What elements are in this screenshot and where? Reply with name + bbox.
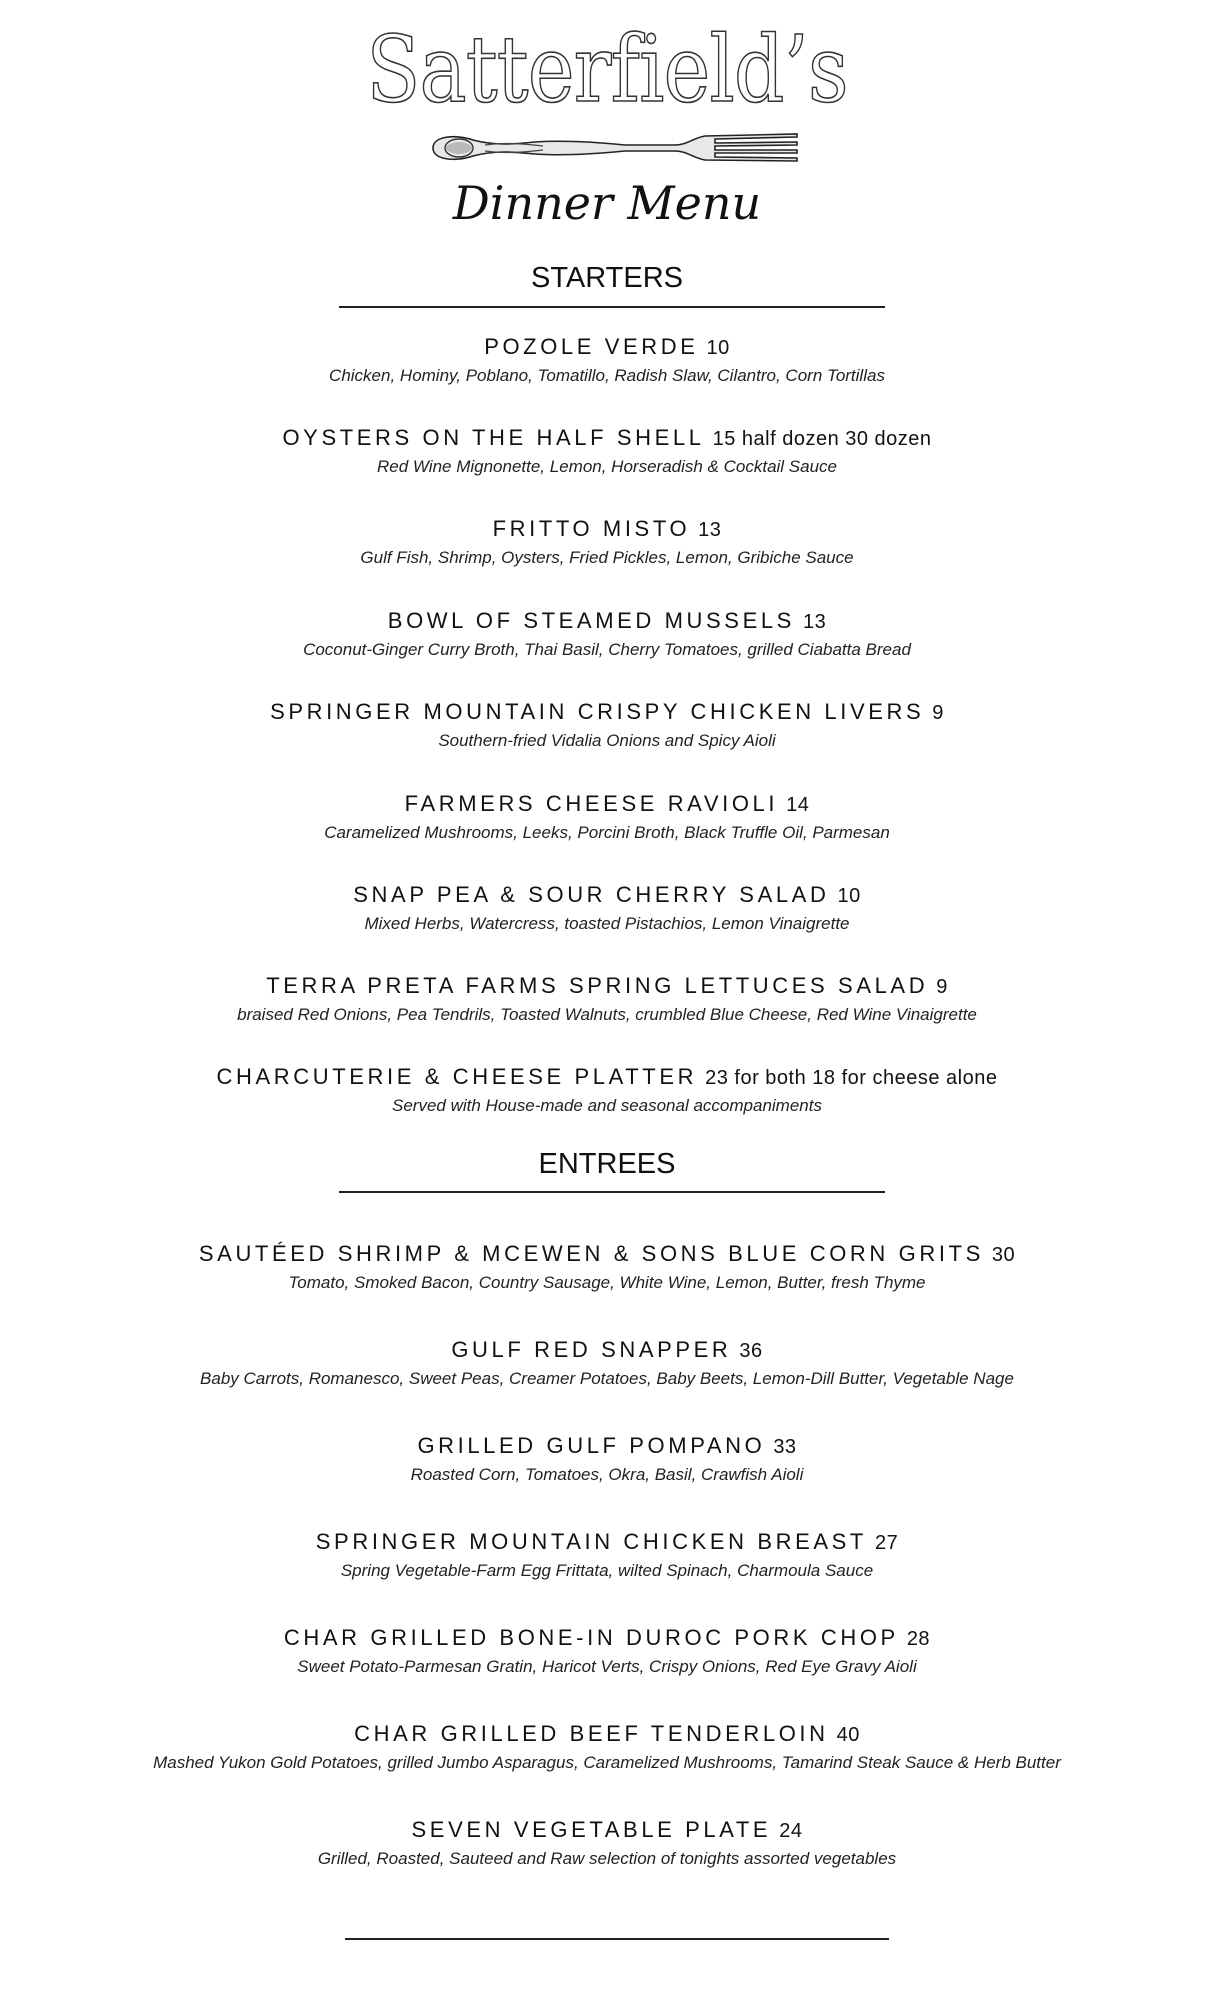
menu-item <box>0 1624 1214 1679</box>
item-description: Spring Vegetable-Farm Egg Frittata, wilted Spinach, Charmoula Sauce <box>340 1561 874 1580</box>
menu-item <box>0 972 1214 1027</box>
item-price: 9 <box>932 702 944 724</box>
item-name: CHAR GRILLED BEEF TENDERLOIN <box>354 1721 829 1746</box>
footer-divider <box>345 1938 889 1940</box>
menu-item <box>0 698 1214 753</box>
item-price: 13 <box>698 519 722 541</box>
item-description: Grilled, Roasted, Sauteed and Raw selection of tonights assorted vegetables <box>317 1849 897 1868</box>
menu-item <box>0 790 1214 845</box>
menu-item <box>0 424 1214 479</box>
menu-item <box>0 607 1214 662</box>
item-name: GRILLED GULF POMPANO <box>417 1433 766 1458</box>
entrees-heading: ENTREES <box>538 1148 676 1180</box>
menu-item <box>0 515 1214 570</box>
item-name: TERRA PRETA FARMS SPRING LETTUCES SALAD <box>266 973 929 998</box>
menu-item <box>0 881 1214 936</box>
item-description: Gulf Fish, Shrimp, Oysters, Fried Pickles, Lemon, Gribiche Sauce <box>360 548 854 567</box>
starters-heading: STARTERS <box>530 262 683 294</box>
item-description: Mixed Herbs, Watercress, toasted Pistachios, Lemon Vinaigrette <box>364 914 850 933</box>
restaurant-logo <box>0 16 1214 123</box>
item-name: BOWL OF STEAMED MUSSELS <box>387 608 795 633</box>
item-name: GULF RED SNAPPER <box>451 1337 732 1362</box>
menu-item <box>0 1432 1214 1487</box>
item-name: FARMERS CHEESE RAVIOLI <box>404 791 779 816</box>
item-price: 9 <box>936 976 948 998</box>
item-price: 15 half dozen 30 dozen <box>712 428 932 450</box>
item-price: 23 for both 18 for cheese alone <box>705 1067 998 1089</box>
item-name: POZOLE VERDE <box>484 334 699 359</box>
item-price: 33 <box>773 1436 797 1458</box>
item-name: CHARCUTERIE & CHEESE PLATTER <box>216 1064 698 1089</box>
item-description: Roasted Corn, Tomatoes, Okra, Basil, Crawfish Aioli <box>410 1465 804 1484</box>
menu-item <box>0 333 1214 388</box>
item-description: Baby Carrots, Romanesco, Sweet Peas, Creamer Potatoes, Baby Beets, Lemon-Dill Butter, Vegetable Nage <box>200 1369 1014 1388</box>
item-description: Red Wine Mignonette, Lemon, Horseradish & Cocktail Sauce <box>376 457 838 476</box>
item-description: Southern-fried Vidalia Onions and Spicy Aioli <box>438 731 776 750</box>
item-price: 10 <box>837 885 861 907</box>
item-name: SNAP PEA & SOUR CHERRY SALAD <box>353 882 830 907</box>
menu-item <box>0 1816 1214 1871</box>
item-description: Served with House-made and seasonal accompaniments <box>392 1096 822 1115</box>
item-price: 40 <box>836 1724 860 1746</box>
item-description: Coconut-Ginger Curry Broth, Thai Basil, Cherry Tomatoes, grilled Ciabatta Bread <box>303 640 911 659</box>
menu-item <box>0 1063 1214 1118</box>
item-description: Tomato, Smoked Bacon, Country Sausage, White Wine, Lemon, Butter, fresh Thyme <box>288 1273 926 1292</box>
item-name: CHAR GRILLED BONE-IN DUROC PORK CHOP <box>283 1625 899 1650</box>
item-description: Chicken, Hominy, Poblano, Tomatillo, Radish Slaw, Cilantro, Corn Tortillas <box>329 366 885 385</box>
entrees-divider <box>339 1191 885 1193</box>
item-price: 27 <box>874 1532 899 1554</box>
item-name: SPRINGER MOUNTAIN CRISPY CHICKEN LIVERS <box>270 699 925 724</box>
menu-item <box>0 1720 1214 1775</box>
item-description: Caramelized Mushrooms, Leeks, Porcini Broth, Black Truffle Oil, Parmesan <box>324 823 890 842</box>
item-price: 28 <box>906 1628 931 1650</box>
item-price: 30 <box>991 1244 1016 1266</box>
item-name: SEVEN VEGETABLE PLATE <box>411 1817 772 1842</box>
item-description: Sweet Potato-Parmesan Gratin, Haricot Verts, Crispy Onions, Red Eye Gravy Aioli <box>297 1657 917 1676</box>
item-price: 14 <box>786 794 810 816</box>
fork-icon <box>425 126 805 170</box>
item-price: 10 <box>706 337 730 359</box>
menu-item <box>0 1528 1214 1583</box>
item-name: FRITTO MISTO <box>492 516 691 541</box>
item-name: OYSTERS ON THE HALF SHELL <box>282 425 705 450</box>
item-name: SPRINGER MOUNTAIN CHICKEN BREAST <box>315 1529 867 1554</box>
item-name: SAUTÉED SHRIMP & MCEWEN & SONS BLUE CORN GRITS <box>198 1241 984 1266</box>
restaurant-name: Satterfield’s <box>366 16 848 123</box>
item-price: 36 <box>739 1340 763 1362</box>
menu-title: Dinner Menu <box>452 176 762 230</box>
starters-divider <box>339 306 885 308</box>
item-price: 24 <box>779 1820 803 1842</box>
item-description: braised Red Onions, Pea Tendrils, Toasted Walnuts, crumbled Blue Cheese, Red Wine Vinaigrette <box>237 1005 977 1024</box>
item-price: 13 <box>802 611 827 633</box>
menu-item <box>0 1240 1214 1295</box>
menu-item <box>0 1336 1214 1391</box>
item-description: Mashed Yukon Gold Potatoes, grilled Jumbo Asparagus, Caramelized Mushrooms, Tamarind Steak Sauce & Herb Butter <box>153 1753 1061 1772</box>
